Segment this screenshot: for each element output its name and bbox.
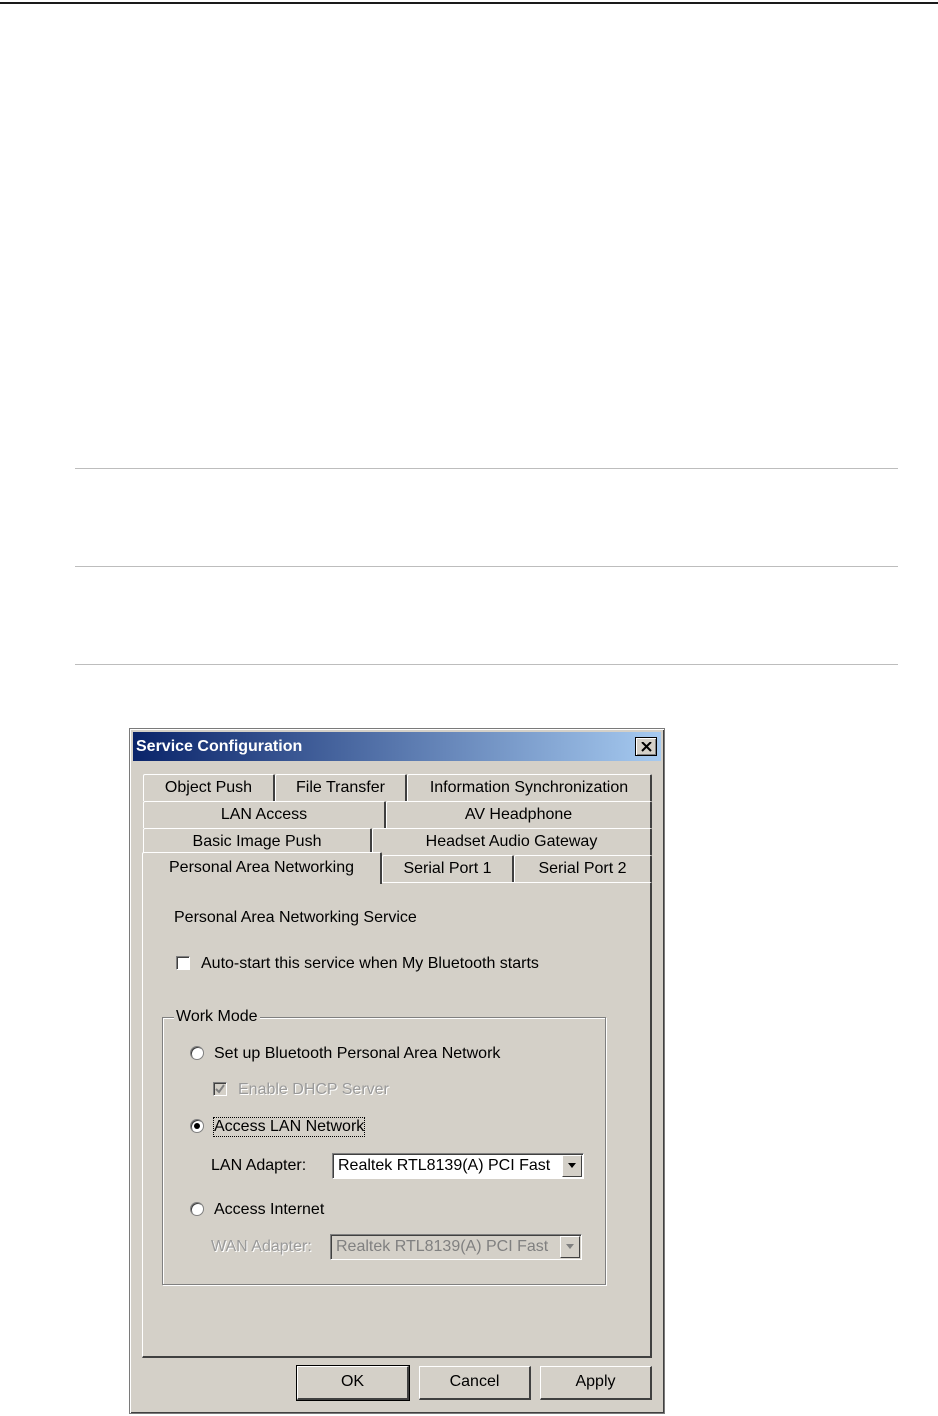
lan-adapter-select[interactable] (332, 1153, 584, 1179)
option-access-lan-label[interactable]: Access LAN Network (214, 1118, 365, 1135)
radio-setup-pan[interactable] (190, 1046, 204, 1060)
apply-button[interactable]: Apply (540, 1366, 652, 1400)
tab-serial-port-1[interactable]: Serial Port 1 (382, 855, 514, 882)
lan-adapter-label: LAN Adapter: (211, 1157, 307, 1174)
title-bar[interactable] (133, 732, 661, 761)
radio-selected-dot (194, 1123, 200, 1129)
tab-basic-image-push[interactable]: Basic Image Push (143, 828, 372, 855)
dropdown-button (560, 1236, 580, 1258)
wan-adapter-select (330, 1234, 582, 1260)
service-configuration-dialog (129, 728, 665, 1414)
page-top-rule (0, 2, 938, 4)
checkmark-icon (215, 1084, 225, 1094)
enable-dhcp-checkbox (213, 1082, 227, 1096)
tab-object-push[interactable]: Object Push (143, 774, 275, 801)
tab-lan-access[interactable]: LAN Access (143, 801, 386, 828)
lan-adapter-value: Realtek RTL8139(A) PCI Fast (338, 1157, 551, 1174)
tab-av-headphone[interactable]: AV Headphone (386, 801, 652, 828)
autostart-checkbox[interactable] (176, 956, 190, 970)
autostart-label[interactable]: Auto-start this service when My Bluetooth starts (201, 955, 539, 972)
window-title: Service Configuration (136, 738, 303, 755)
wan-adapter-label: WAN Adapter: (211, 1238, 312, 1255)
work-mode-label: Work Mode (176, 1008, 258, 1025)
tab-serial-port-2[interactable]: Serial Port 2 (514, 855, 652, 882)
radio-access-lan[interactable] (190, 1119, 204, 1133)
wan-adapter-value: Realtek RTL8139(A) PCI Fast (336, 1238, 549, 1255)
divider-line (75, 468, 898, 469)
radio-access-internet[interactable] (190, 1202, 204, 1216)
divider-line (75, 664, 898, 665)
dropdown-arrow-icon (565, 1244, 575, 1250)
tab-information-synchronization[interactable]: Information Synchronization (407, 774, 652, 801)
option-setup-pan-label[interactable]: Set up Bluetooth Personal Area Network (214, 1045, 501, 1062)
tab-personal-area-networking[interactable]: Personal Area Networking (142, 852, 382, 884)
divider-line (75, 566, 898, 567)
cancel-button[interactable]: Cancel (419, 1366, 531, 1400)
option-access-internet-label[interactable]: Access Internet (214, 1201, 325, 1218)
enable-dhcp-label: Enable DHCP Server (238, 1081, 389, 1098)
tab-file-transfer[interactable]: File Transfer (275, 774, 407, 801)
ok-button[interactable]: OK (297, 1366, 409, 1400)
close-button[interactable] (635, 737, 657, 756)
service-heading: Personal Area Networking Service (174, 909, 417, 926)
dropdown-arrow-icon (567, 1163, 577, 1169)
tab-headset-audio-gateway[interactable]: Headset Audio Gateway (372, 828, 652, 855)
dropdown-button[interactable] (562, 1155, 582, 1177)
close-icon (641, 742, 652, 752)
